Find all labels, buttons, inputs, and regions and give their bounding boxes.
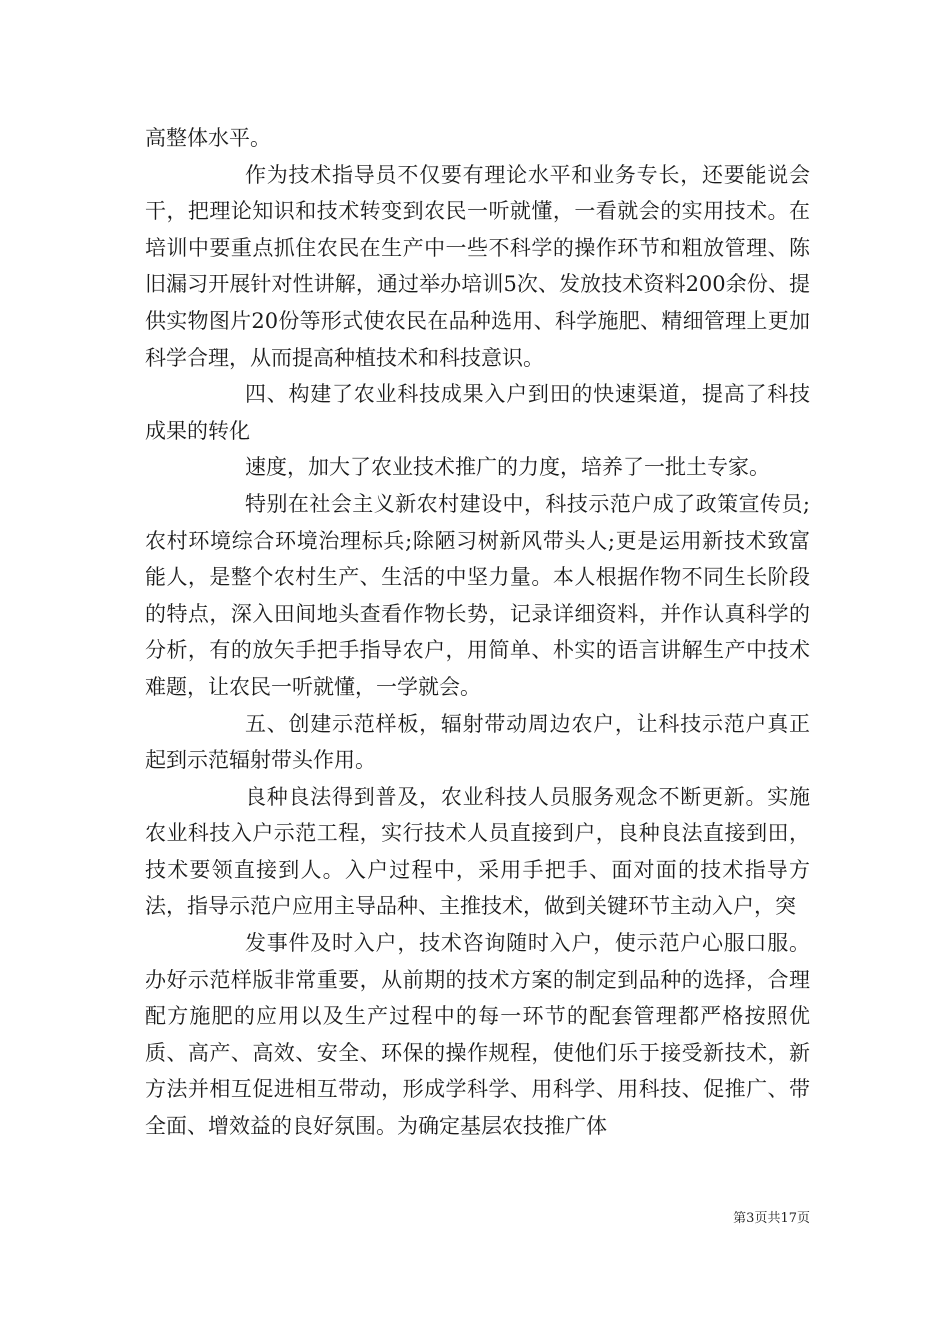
paragraph-3: 四、构建了农业科技成果入户到田的快速渠道，提高了科技成果的转化: [145, 382, 810, 443]
paragraph-7: 良种良法得到普及，农业科技人员服务观念不断更新。实施农业科技入户示范工程，实行技术人员直接到户，良种良法直接到田，技术要领直接到人。入户过程中，采用手把手、面对面的技术指导方法，指导示范户应用主导品种、主推技术，做到关键环节主动入户，突: [145, 784, 810, 919]
paragraph-1: 高整体水平。: [145, 126, 271, 150]
paragraph-5: 特别在社会主义新农村建设中，科技示范户成了政策宣传员;农村环境综合环境治理标兵;除陋习树新风带头人;更是运用新技术致富能人，是整个农村生产、生活的中坚力量。本人根据作物不同生长阶段的特点，深入田间地头查看作物长势，记录详细资料，并作认真科学的分析，有的放矢手把手指导农户，用简单、朴实的语言讲解生产中技术难题，让农民一听就懂，一学就会。: [145, 491, 810, 699]
paragraph-6: 五、创建示范样板，辐射带动周边农户，让科技示范户真正起到示范辐射带头作用。: [145, 711, 810, 773]
paragraph-4: 速度，加大了农业技术推广的力度，培养了一批土专家。: [245, 455, 770, 480]
paragraph-2: 作为技术指导员不仅要有理论水平和业务专长，还要能说会干，把理论知识和技术转变到农民一听就懂，一看就会的实用技术。在培训中要重点抓住农民在生产中一些不科学的操作环节和粗放管理、陈旧漏习开展针对性讲解，通过举办培训5次、发放技术资料200余份、提供实物图片20份等形式使农民在品种选用、科学施肥、精细管理上更加科学合理，从而提高种植技术和科技意识。: [145, 162, 810, 370]
page-number-footer: 第3页共17页: [733, 1211, 810, 1226]
document-body: [145, 120, 810, 1145]
paragraph-8: 发事件及时入户，技术咨询随时入户，使示范户心服口服。办好示范样版非常重要，从前期的技术方案的制定到品种的选择，合理配方施肥的应用以及生产过程中的每一环节的配套管理都严格按照优质、高产、高效、安全、环保的操作规程，使他们乐于接受新技术，新方法并相互促进相互带动，形成学科学、用科学、用科技、促推广、带全面、增效益的良好氛围。为确定基层农技推广体: [145, 931, 810, 1139]
